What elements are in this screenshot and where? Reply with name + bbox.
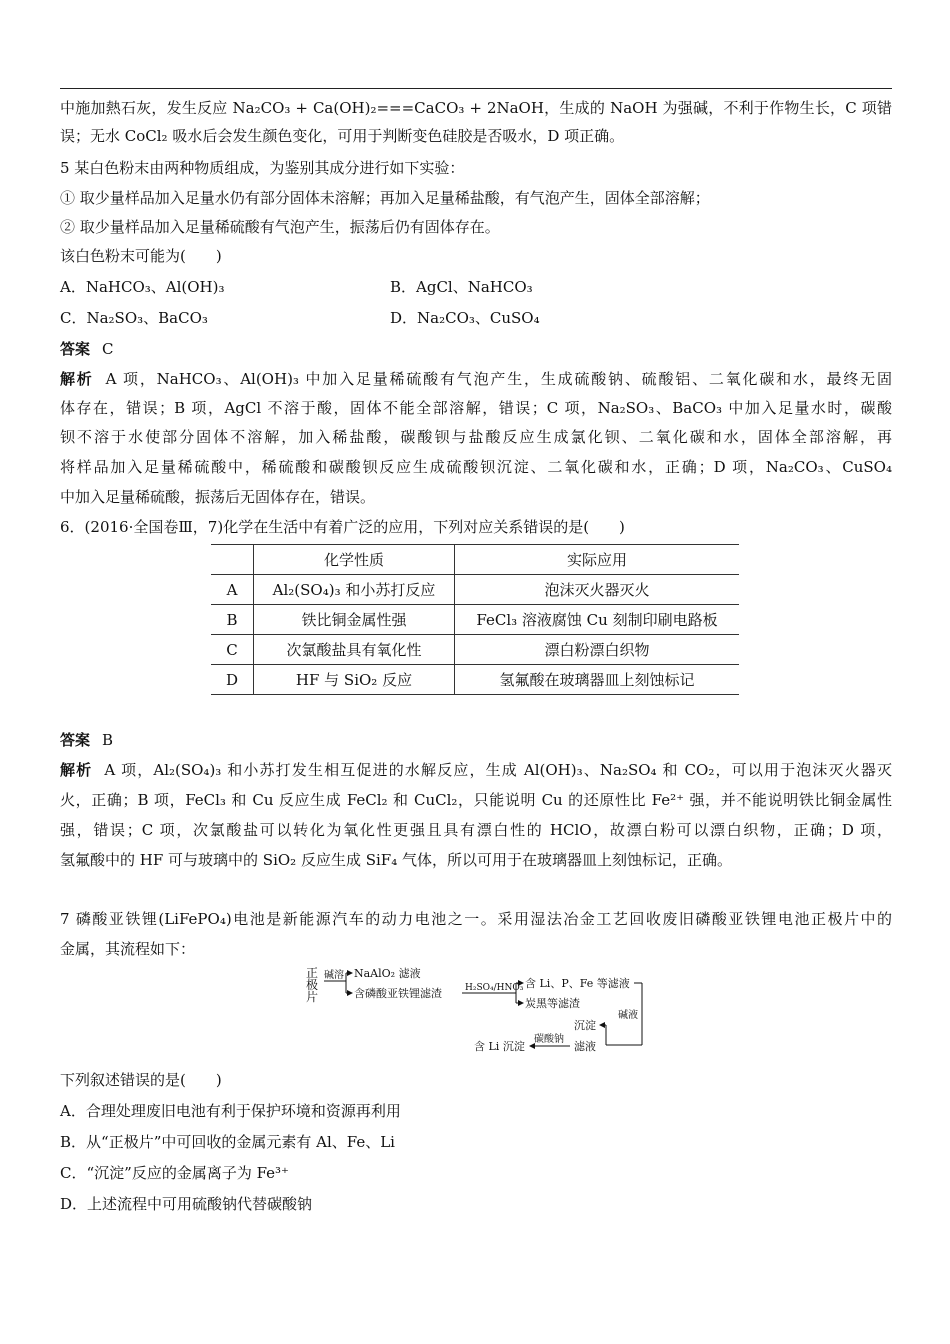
q5-analysis-line-2: 体存在，错误；B 项，AgCl 不溶于酸，固体不能全部溶解，错误；C 项，Na₂SO₃、BaCO₃ 中加入足量水时，碳酸 [60, 399, 892, 417]
q6-analysis-line-3: 强，错误；C 项，次氯酸盐可以转化为氧化性更强且具有漂白性的 HClO，故漂白粉可以漂白织物，正确；D 项， [60, 821, 892, 839]
q7-option-d: D．上述流程中可用硫酸钠代替碳酸钠 [60, 1195, 313, 1213]
q7-option-c: C．“沉淀”反应的金属离子为 Fe³⁺ [60, 1164, 289, 1182]
table-cell: 漂白粉漂白织物 [455, 635, 740, 665]
q6-answer-label: 答案 [60, 731, 91, 749]
q5-analysis-line-4: 将样品加入足量稀硫酸中，稀硫酸和碳酸钡反应生成硫酸钡沉淀、二氧化碳和水，正确；D 项，Na₂CO₃、CuSO₄ [60, 458, 892, 476]
q7-stem-line-1: 7 磷酸亚铁锂(LiFePO₄)电池是新能源汽车的动力电池之一。采用湿法冶金工艺回收废旧磷酸亚铁锂电池正极片中的 [60, 910, 892, 928]
table-cell: D [211, 665, 254, 695]
q5-option-c: C．Na₂SO₃、BaCO₃ [60, 309, 208, 327]
q6-answer [60, 729, 892, 751]
q5-answer-value: C [102, 340, 114, 358]
intro-line-1: 中施加熱石灰，发生反应 Na₂CO₃ + Ca(OH)₂===CaCO₃ + 2NaOH，生成的 NaOH 为强碱，不利于作物生长，C 项错 [60, 99, 892, 117]
table-header-cell: 实际应用 [455, 545, 740, 575]
flow-start-char: 片 [306, 990, 319, 1004]
q7-option-b: B．从“正极片”中可回收的金属元素有 Al、Fe、Li [60, 1133, 395, 1151]
q5-answer [60, 338, 892, 360]
q5-analysis-label: 解析 [60, 370, 94, 388]
table-header-row [211, 545, 739, 575]
flow-lfp-residue: 含磷酸亚铁锂滤渣 [354, 987, 442, 1000]
q6-analysis-text-1: A 项，Al₂(SO₄)₃ 和小苏打发生相互促进的水解反应，生成 Al(OH)₃、Na₂SO₄ 和 CO₂，可以用于泡沫灭火器灭 [104, 761, 892, 779]
q6-analysis-line-2: 火，正确；B 项，FeCl₃ 和 Cu 反应生成 FeCl₂ 和 CuCl₂，只能说明 Cu 的还原性比 Fe²⁺ 强，并不能说明铁比铜金属性 [60, 791, 892, 809]
q5-option-b: B．AgCl、NaHCO₃ [390, 278, 533, 296]
q6-analysis-line-1 [60, 759, 892, 781]
table-row [211, 575, 739, 605]
flow-acid-reagent: H₂SO₄/HNO₃ [465, 983, 524, 993]
q6-answer-value: B [102, 731, 114, 749]
q6-analysis-line-4: 氢氟酸中的 HF 可与玻璃中的 SiO₂ 反应生成 SiF₄ 气体，所以可用于在玻璃器皿上刻蚀标记，正确。 [60, 851, 732, 869]
q5-analysis-line-3: 钡不溶于水使部分固体不溶解，加入稀盐酸，碳酸钡与盐酸反应生成氯化钡、二氧化碳和水，固体全部溶解，再 [60, 428, 892, 446]
table-row [211, 635, 739, 665]
flow-start-char: 正 [306, 966, 319, 980]
flow-carbon-residue: 炭黑等滤渣 [525, 997, 580, 1010]
q7-flow-diagram [300, 963, 660, 1063]
flow-filtrate-2: 滤液 [574, 1040, 596, 1053]
flow-start-label [306, 966, 318, 1004]
q5-stem: 5 某白色粉末由两种物质组成，为鉴别其成分进行如下实验： [60, 159, 465, 177]
q5-option-d: D．Na₂CO₃、CuSO₄ [390, 309, 540, 327]
q5-analysis-line-5: 中加入足量稀硫酸，振荡后无固体存在，错误。 [60, 488, 376, 506]
flow-precipitate: 沉淀 [574, 1019, 596, 1032]
header-rule [60, 88, 892, 89]
table-cell: 次氯酸盐具有氧化性 [254, 635, 455, 665]
table-cell: 氢氟酸在玻璃器皿上刻蚀标记 [455, 665, 740, 695]
flow-li-p-fe-filtrate: 含 Li、P、Fe 等滤液 [525, 977, 630, 990]
table-row [211, 605, 739, 635]
table-cell: A [211, 575, 254, 605]
q5-ask: 该白色粉末可能为( ) [60, 247, 222, 265]
flow-na2co3: 碳酸钠 [534, 1034, 564, 1045]
table-cell: Al₂(SO₄)₃ 和小苏打反应 [254, 575, 455, 605]
q5-option-row-2 [60, 307, 892, 329]
q6-analysis-label: 解析 [60, 761, 93, 779]
q5-analysis-text-1: A 项，NaHCO₃、Al(OH)₃ 中加入足量稀硫酸有气泡产生，生成硫酸钠、硫酸铝、二氧化碳和水，最终无固 [105, 370, 892, 388]
q5-analysis-line-1 [60, 368, 892, 390]
flow-start-char: 极 [306, 978, 319, 992]
flow-li-precipitate: 含 Li 沉淀 [474, 1040, 525, 1053]
intro-line-2: 误；无水 CoCl₂ 吸水后会发生颜色变化，可用于判断变色硅胶是否吸水，D 项正确。 [60, 127, 625, 145]
table-row [211, 665, 739, 695]
q5-step-1: ① 取少量样品加入足量水仍有部分固体未溶解；再加入足量稀盐酸，有气泡产生，固体全部溶解； [60, 189, 710, 207]
table-cell: HF 与 SiO₂ 反应 [254, 665, 455, 695]
table-cell: 铁比铜金属性强 [254, 605, 455, 635]
q7-ask: 下列叙述错误的是( ) [60, 1071, 222, 1089]
table-cell: 泡沫灭火器灭火 [455, 575, 740, 605]
table-cell: FeCl₃ 溶液腐蚀 Cu 刻制印刷电路板 [455, 605, 740, 635]
table-header-cell [211, 545, 254, 575]
table-cell: C [211, 635, 254, 665]
q7-option-a: A．合理处理废旧电池有利于保护环境和资源再利用 [60, 1102, 401, 1120]
q5-step-2: ② 取少量样品加入足量稀硫酸有气泡产生，振荡后仍有固体存在。 [60, 218, 500, 236]
q5-option-a: A．NaHCO₃、Al(OH)₃ [60, 278, 225, 296]
table-cell: B [211, 605, 254, 635]
table-header-cell: 化学性质 [254, 545, 455, 575]
q6-stem: 6．(2016·全国卷Ⅲ，7)化学在生活中有着广泛的应用，下列对应关系错误的是( ) [60, 518, 625, 536]
q5-answer-label: 答案 [60, 340, 91, 358]
flow-naalo2-filtrate: NaAlO₂ 滤液 [354, 967, 421, 980]
q5-option-row-1 [60, 276, 892, 298]
q7-stem-line-2: 金属，其流程如下： [60, 940, 196, 958]
flow-alkali-liquid: 碱液 [618, 1010, 638, 1021]
flow-alkali-dissolve: 碱溶 [324, 970, 344, 981]
q6-table [211, 544, 739, 695]
